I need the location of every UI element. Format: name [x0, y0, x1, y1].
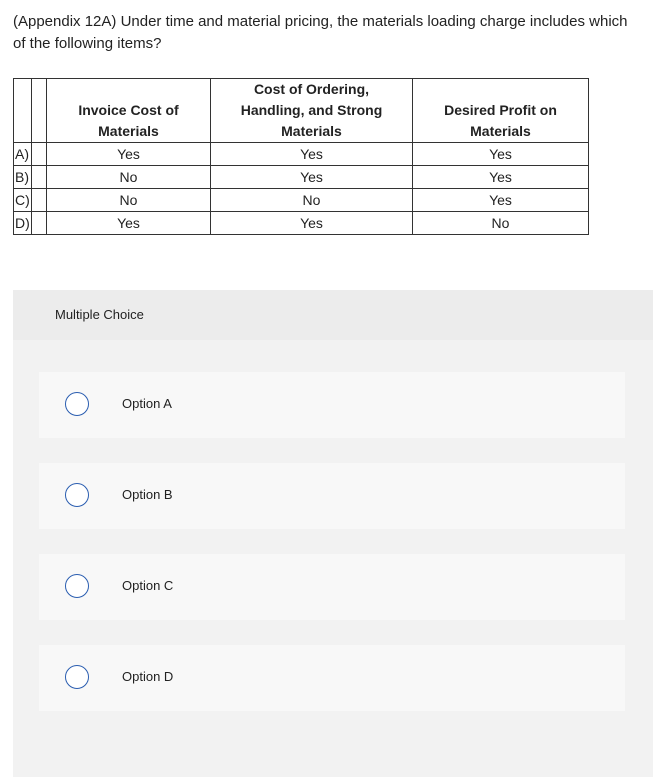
table-row: [14, 189, 589, 212]
row-cell-profit: Yes: [413, 189, 589, 212]
radio-circle-icon[interactable]: [65, 483, 89, 507]
header-desired-profit: [413, 79, 589, 143]
row-cell-invoice: No: [47, 166, 211, 189]
header-ordering-line-1: Cost of Ordering,: [253, 81, 370, 97]
row-spacer: [32, 189, 47, 212]
row-label: C): [14, 189, 32, 212]
row-spacer: [32, 143, 47, 166]
row-label: B): [14, 166, 32, 189]
row-cell-invoice: Yes: [47, 143, 211, 166]
option-a[interactable]: [39, 372, 625, 438]
header-profit-line-1: Desired Profit on: [444, 102, 557, 118]
option-b[interactable]: [39, 463, 625, 529]
header-invoice-cost: [47, 79, 211, 143]
header-spacer-cell: [32, 79, 47, 143]
row-cell-ordering: Yes: [211, 143, 413, 166]
row-spacer: [32, 212, 47, 235]
row-label: A): [14, 143, 32, 166]
row-cell-profit: Yes: [413, 143, 589, 166]
option-a-label: Option A: [122, 396, 172, 411]
radio-circle-icon[interactable]: [65, 392, 89, 416]
question-text: (Appendix 12A) Under time and material pricing, the materials loading charge includes which of the following items?: [13, 13, 628, 52]
multiple-choice-label: Multiple Choice: [55, 307, 144, 322]
row-label: D): [14, 212, 32, 235]
header-ordering-line-3: Materials: [281, 123, 342, 139]
header-ordering-cost: [211, 79, 413, 143]
header-blank-cell: [14, 79, 32, 143]
row-cell-profit: No: [413, 212, 589, 235]
option-b-label: Option B: [122, 487, 173, 502]
table-header-row: [14, 79, 589, 143]
option-d-label: Option D: [122, 669, 174, 684]
row-spacer: [32, 166, 47, 189]
multiple-choice-panel: [13, 290, 653, 777]
table-row: [14, 143, 589, 166]
header-invoice-line-1: Invoice Cost of: [78, 102, 179, 118]
row-cell-ordering: Yes: [211, 166, 413, 189]
row-cell-ordering: Yes: [211, 212, 413, 235]
table-row: [14, 212, 589, 235]
row-cell-invoice: No: [47, 189, 211, 212]
row-cell-profit: Yes: [413, 166, 589, 189]
option-d[interactable]: [39, 645, 625, 711]
radio-circle-icon[interactable]: [65, 574, 89, 598]
radio-circle-icon[interactable]: [65, 665, 89, 689]
option-c[interactable]: [39, 554, 625, 620]
header-profit-line-2: Materials: [470, 123, 531, 139]
row-cell-invoice: Yes: [47, 212, 211, 235]
answer-table: [13, 78, 589, 235]
header-ordering-line-2: Handling, and Strong: [240, 102, 383, 118]
option-c-label: Option C: [122, 578, 174, 593]
row-cell-ordering: No: [211, 189, 413, 212]
header-invoice-line-2: Materials: [98, 123, 159, 139]
table-row: [14, 166, 589, 189]
multiple-choice-header: [13, 290, 653, 340]
